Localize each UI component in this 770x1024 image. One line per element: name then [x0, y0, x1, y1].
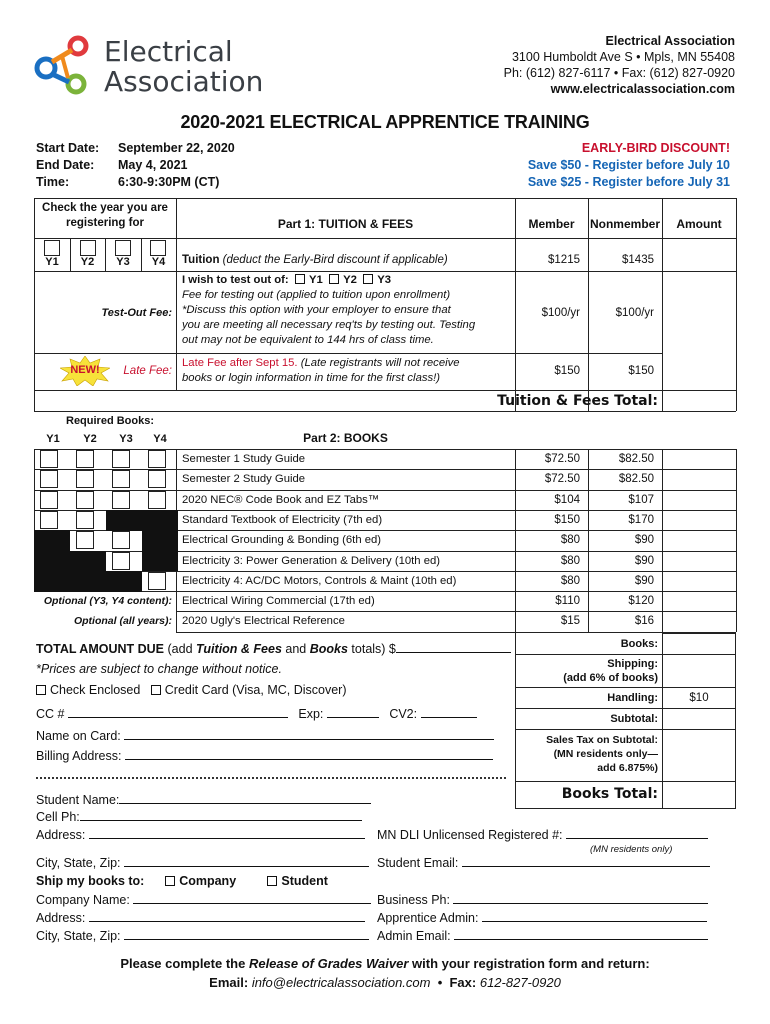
- book-name: Electrical Wiring Commercial (17th ed): [182, 595, 375, 608]
- fax-value: 612-827-0920: [479, 975, 561, 990]
- testout-desc: [182, 273, 475, 348]
- tuition-row: [182, 253, 448, 268]
- testout-label: Test-Out Fee:: [101, 307, 172, 319]
- book-name: Electricity 3: Power Generation & Delivery (10th ed): [182, 554, 441, 567]
- books-amount-line: [662, 449, 663, 632]
- exp-label: Exp:: [298, 707, 324, 721]
- city-row: [36, 856, 369, 870]
- footer-c: with your registration form and return:: [412, 956, 650, 971]
- total-due-b: (add: [167, 642, 193, 656]
- handling-value: $10: [689, 692, 709, 704]
- latefee-label: Late Fee:: [123, 365, 172, 377]
- handling-label: Handling:: [607, 692, 658, 704]
- footer-a: Please complete the: [120, 956, 246, 971]
- book-unavailable-cell: [34, 530, 70, 551]
- book-nonmember-price: $90: [634, 534, 654, 547]
- billing-address-field[interactable]: [125, 759, 493, 760]
- shipping-label-text: Shipping:: [607, 658, 658, 670]
- apprentice-admin-label: Apprentice Admin:: [377, 911, 479, 925]
- testout-nonmember: $100/yr: [615, 307, 654, 319]
- cell-ph-field[interactable]: [80, 820, 362, 821]
- year-y1-label: Y1: [45, 256, 59, 268]
- book-row-line: [34, 469, 736, 470]
- book-row-line: [176, 611, 736, 612]
- address-field[interactable]: [89, 838, 365, 839]
- testout-y1: Y1: [308, 274, 323, 286]
- name-on-card-field[interactable]: [124, 739, 494, 740]
- logo-mark-icon: [32, 34, 96, 96]
- cv2-field[interactable]: [421, 717, 477, 718]
- col-amount: Amount: [676, 217, 722, 231]
- ship-student-checkbox[interactable]: [267, 876, 277, 886]
- student-name-label: Student Name:: [36, 793, 120, 807]
- logo-line2: Association: [104, 65, 264, 98]
- book-checkbox[interactable]: [76, 511, 94, 529]
- payment-method: [36, 683, 347, 697]
- start-value: September 22, 2020: [118, 141, 235, 155]
- book-name: Electricity 4: AC/DC Motors, Controls & Maint (10th ed): [182, 574, 457, 587]
- ship-row: [36, 874, 328, 888]
- latefee-desc: [182, 356, 460, 386]
- book-member-price: $80: [560, 554, 580, 567]
- book-unavailable-cell: [70, 571, 106, 592]
- schedule: [36, 140, 235, 191]
- company-name-row: [36, 893, 371, 907]
- early-bird-line1: Save $50 - Register before July 10: [527, 158, 730, 172]
- total-due-e: Books: [309, 642, 348, 656]
- end-label: End Date:: [36, 158, 95, 172]
- tax-label1: Sales Tax on Subtotal:: [546, 734, 658, 746]
- p2-year-y2: Y2: [83, 433, 97, 445]
- cell-ph-label: Cell Ph:: [36, 810, 80, 824]
- cc-field[interactable]: [68, 717, 288, 718]
- org-contact: [415, 33, 735, 97]
- book-row-line: [34, 551, 736, 552]
- book-member-price: $80: [560, 534, 580, 547]
- cell-ph-row: [36, 810, 362, 824]
- city2-row: [36, 929, 369, 943]
- book-nonmember-price: $90: [634, 554, 654, 567]
- tuition-nonmember: $1435: [622, 254, 654, 266]
- student-name-row: [36, 793, 371, 807]
- testout-y2: Y2: [343, 274, 357, 286]
- testout-member: $100/yr: [541, 307, 580, 319]
- cv2-label: CV2:: [389, 707, 418, 721]
- book-unavailable-cell: [34, 551, 70, 572]
- book-checkbox[interactable]: [148, 491, 166, 509]
- book-checkbox[interactable]: [76, 491, 94, 509]
- time-value: 6:30-9:30PM (CT): [118, 175, 220, 189]
- address2-field[interactable]: [89, 921, 365, 922]
- tuition-total-label: Tuition & Fees Total:: [497, 393, 658, 409]
- books-top-line: [34, 449, 736, 450]
- p2-year-y1: Y1: [46, 433, 60, 445]
- year-y2-label: Y2: [80, 256, 95, 268]
- book-nonmember-price: $82.50: [618, 473, 654, 486]
- company-name-field[interactable]: [133, 903, 371, 904]
- book-checkbox[interactable]: [40, 511, 58, 529]
- total-due-a: TOTAL AMOUNT DUE: [36, 642, 165, 656]
- city2-label: City, State, Zip:: [36, 929, 121, 943]
- book-optional-label: Optional (Y3, Y4 content):: [43, 595, 172, 608]
- book-member-price: $72.50: [544, 453, 580, 465]
- dotted-divider: [36, 777, 506, 779]
- mn-dli-row: [377, 828, 708, 842]
- student-email-row: [377, 856, 710, 870]
- book-unavailable-cell: [142, 510, 178, 531]
- apprentice-admin-row: [377, 911, 707, 925]
- new-badge: NEW!: [70, 364, 100, 376]
- book-member-price: $104: [554, 493, 580, 506]
- book-name: Semester 2 Study Guide: [182, 473, 306, 486]
- book-checkbox[interactable]: [148, 572, 166, 590]
- email-label: Email:: [209, 975, 249, 990]
- required-books-label: Required Books:: [66, 415, 155, 427]
- year-y3-label: Y3: [116, 256, 130, 268]
- book-unavailable-cell: [70, 551, 106, 572]
- book-checkbox[interactable]: [76, 531, 94, 549]
- year-y4-label: Y4: [151, 256, 166, 268]
- billing-address-label: Billing Address:: [36, 749, 122, 763]
- mn-dli-field[interactable]: [566, 838, 708, 839]
- latefee-line2: books or login information in time for the first class!): [182, 372, 441, 384]
- testout-line4: you are meeting all necessary req'ts by testing out. Testing: [182, 319, 476, 331]
- logo-line1: Electrical: [104, 35, 233, 68]
- company-name-label: Company Name:: [36, 893, 130, 907]
- book-member-price: $80: [560, 574, 580, 587]
- org-address: 3100 Humboldt Ave S • Mpls, MN 55408: [511, 50, 735, 64]
- year-y4-checkbox[interactable]: [150, 240, 166, 256]
- tuition-note: (deduct the Early-Bird discount if applicable): [222, 254, 448, 266]
- book-unavailable-cell: [34, 571, 70, 592]
- book-name: 2020 NEC® Code Book and EZ Tabs™: [182, 493, 380, 506]
- latefee-member: $150: [554, 365, 580, 377]
- total-due-field[interactable]: [396, 652, 511, 653]
- p2-year-y4: Y4: [153, 433, 167, 445]
- name-on-card-row: [36, 729, 494, 743]
- book-nonmember-price: $120: [628, 595, 654, 608]
- ship-company-checkbox[interactable]: [165, 876, 175, 886]
- year-y2-checkbox[interactable]: [80, 240, 96, 256]
- book-checkbox[interactable]: [148, 470, 166, 488]
- book-member-price: $72.50: [544, 473, 580, 486]
- testout-line2: Fee for testing out (applied to tuition upon enrollment): [182, 289, 451, 301]
- early-bird-heading: EARLY-BIRD DISCOUNT!: [581, 141, 730, 155]
- tax-label3: add 6.875%): [597, 762, 658, 774]
- fax-label: Fax:: [449, 975, 477, 990]
- testout-y2-checkbox[interactable]: [329, 274, 339, 284]
- check-enclosed-label: Check Enclosed: [50, 683, 141, 697]
- book-name: Standard Textbook of Electricity (7th ed): [182, 513, 383, 526]
- total-due-d: and: [285, 642, 307, 656]
- col-member: Member: [528, 217, 575, 231]
- book-checkbox[interactable]: [76, 450, 94, 468]
- book-unavailable-cell: [106, 571, 142, 592]
- book-name: Electrical Grounding & Bonding (6th ed): [182, 534, 382, 547]
- sales-tax-label: [546, 733, 658, 775]
- year-y3-checkbox[interactable]: [115, 240, 131, 256]
- shipping-note: (add 6% of books): [563, 672, 658, 684]
- admin-email-field[interactable]: [454, 939, 708, 940]
- book-name: Semester 1 Study Guide: [182, 453, 306, 465]
- total-due-f: totals) $: [351, 642, 396, 656]
- mn-dli-label: MN DLI Unlicensed Registered #:: [377, 828, 563, 842]
- book-optional-label: Optional (all years):: [73, 615, 172, 628]
- latefee-line1-rest: (Late registrants will not receive: [300, 357, 460, 369]
- page-title: 2020-2021 ELECTRICAL APPRENTICE TRAINING: [180, 112, 590, 132]
- admin-email-row: [377, 929, 708, 943]
- ship-student-label: Student: [281, 874, 328, 888]
- book-nonmember-price: $90: [634, 574, 654, 587]
- book-nonmember-price: $82.50: [618, 453, 654, 465]
- footer-line1: [0, 956, 770, 971]
- org-name: Electrical Association: [605, 34, 735, 48]
- address2-label: Address:: [36, 911, 86, 925]
- testout-line3: *Discuss this option with your employer to ensure that: [182, 304, 451, 316]
- latefee-line1-red: Late Fee after Sept 15.: [182, 357, 298, 369]
- end-value: May 4, 2021: [118, 158, 188, 172]
- book-unavailable-cell: [142, 530, 178, 551]
- books-label: Books:: [620, 638, 658, 650]
- latefee-nonmember: $150: [628, 365, 654, 377]
- book-checkbox[interactable]: [112, 470, 130, 488]
- book-nonmember-price: $170: [628, 513, 654, 526]
- apprentice-admin-field[interactable]: [482, 921, 707, 922]
- testout-y3-checkbox[interactable]: [363, 274, 373, 284]
- start-label: Start Date:: [36, 141, 100, 155]
- book-name: 2020 Ugly's Electrical Reference: [182, 615, 345, 628]
- prices-note: *Prices are subject to change without notice.: [36, 662, 282, 676]
- shipping-label: [563, 657, 658, 685]
- address-row: [36, 828, 365, 842]
- tuition-label: Tuition: [182, 254, 220, 266]
- part1-title: Part 1: TUITION & FEES: [277, 217, 414, 231]
- ship-company-label: Company: [179, 874, 237, 888]
- cc-row: [36, 707, 477, 721]
- business-ph-label: Business Ph:: [377, 893, 450, 907]
- email-value[interactable]: info@electricalassociation.com: [251, 975, 431, 990]
- p2-year-y3: Y3: [119, 433, 133, 445]
- business-ph-row: [377, 893, 708, 907]
- early-bird: [528, 140, 730, 191]
- address2-row: [36, 911, 365, 925]
- testout-y3: Y3: [377, 274, 392, 286]
- admin-email-label: Admin Email:: [377, 929, 451, 943]
- book-member-price: $110: [555, 595, 580, 608]
- book-unavailable-cell: [142, 551, 178, 572]
- tuition-member: $1215: [548, 254, 580, 266]
- business-ph-field[interactable]: [453, 903, 708, 904]
- org-website[interactable]: www.electricalassociation.com: [550, 82, 735, 96]
- books-total-label: Books Total:: [561, 786, 658, 802]
- exp-field[interactable]: [327, 717, 379, 718]
- footer-line2: Email: info@electricalassociation.com • Fax: 612-827-0920: [209, 975, 561, 990]
- part2-title: Part 2: BOOKS: [303, 431, 388, 445]
- check-year-label: Check the year you are registering for: [42, 202, 168, 229]
- book-row-line: [34, 490, 736, 491]
- book-checkbox[interactable]: [112, 552, 130, 570]
- check-enclosed-checkbox[interactable]: [36, 685, 46, 695]
- city-field[interactable]: [124, 866, 369, 867]
- books-summary: [515, 633, 736, 809]
- credit-card-label: Credit Card (Visa, MC, Discover): [164, 683, 347, 697]
- billing-address-row: [36, 749, 493, 763]
- testout-line1: I wish to test out of:: [182, 274, 289, 286]
- book-nonmember-price: $16: [634, 615, 654, 628]
- books-right-line: [736, 449, 737, 632]
- testout-y1-checkbox[interactable]: [295, 274, 305, 284]
- book-checkbox[interactable]: [40, 470, 58, 488]
- credit-card-checkbox[interactable]: [151, 685, 161, 695]
- org-phone-fax: Ph: (612) 827-6117 • Fax: (612) 827-0920: [503, 66, 735, 80]
- logo: [32, 34, 264, 98]
- early-bird-line2: Save $25 - Register before July 31: [527, 175, 730, 189]
- total-due-c: Tuition & Fees: [196, 642, 282, 656]
- subtotal-label: Subtotal:: [610, 713, 658, 725]
- book-checkbox[interactable]: [112, 491, 130, 509]
- footer-b: Release of Grades Waiver: [248, 956, 409, 971]
- book-checkbox[interactable]: [112, 531, 130, 549]
- city-label: City, State, Zip:: [36, 856, 121, 870]
- ship-label: Ship my books to:: [36, 874, 145, 888]
- book-unavailable-cell: [106, 510, 142, 531]
- year-y1-checkbox[interactable]: [44, 240, 60, 256]
- student-name-field[interactable]: [119, 803, 371, 804]
- book-nonmember-price: $107: [628, 493, 654, 506]
- col-nonmember: Nonmember: [589, 217, 660, 231]
- tax-label2: (MN residents only—: [553, 748, 658, 760]
- student-email-field[interactable]: [462, 866, 710, 867]
- name-on-card-label: Name on Card:: [36, 729, 121, 743]
- student-email-label: Student Email:: [377, 856, 459, 870]
- book-checkbox[interactable]: [148, 450, 166, 468]
- book-checkbox[interactable]: [40, 450, 58, 468]
- book-checkbox[interactable]: [112, 450, 130, 468]
- book-checkbox[interactable]: [76, 470, 94, 488]
- book-checkbox[interactable]: [40, 491, 58, 509]
- cc-label: CC #: [36, 707, 65, 721]
- mn-residents-note: (MN residents only): [590, 844, 673, 855]
- time-label: Time:: [36, 175, 70, 189]
- book-member-price: $150: [554, 513, 580, 526]
- total-amount-due: [36, 642, 511, 656]
- testout-line5: out may not be equivalent to 144 hrs of class time.: [182, 334, 434, 346]
- address-label: Address:: [36, 828, 86, 842]
- book-member-price: $15: [560, 615, 580, 628]
- city2-field[interactable]: [124, 939, 369, 940]
